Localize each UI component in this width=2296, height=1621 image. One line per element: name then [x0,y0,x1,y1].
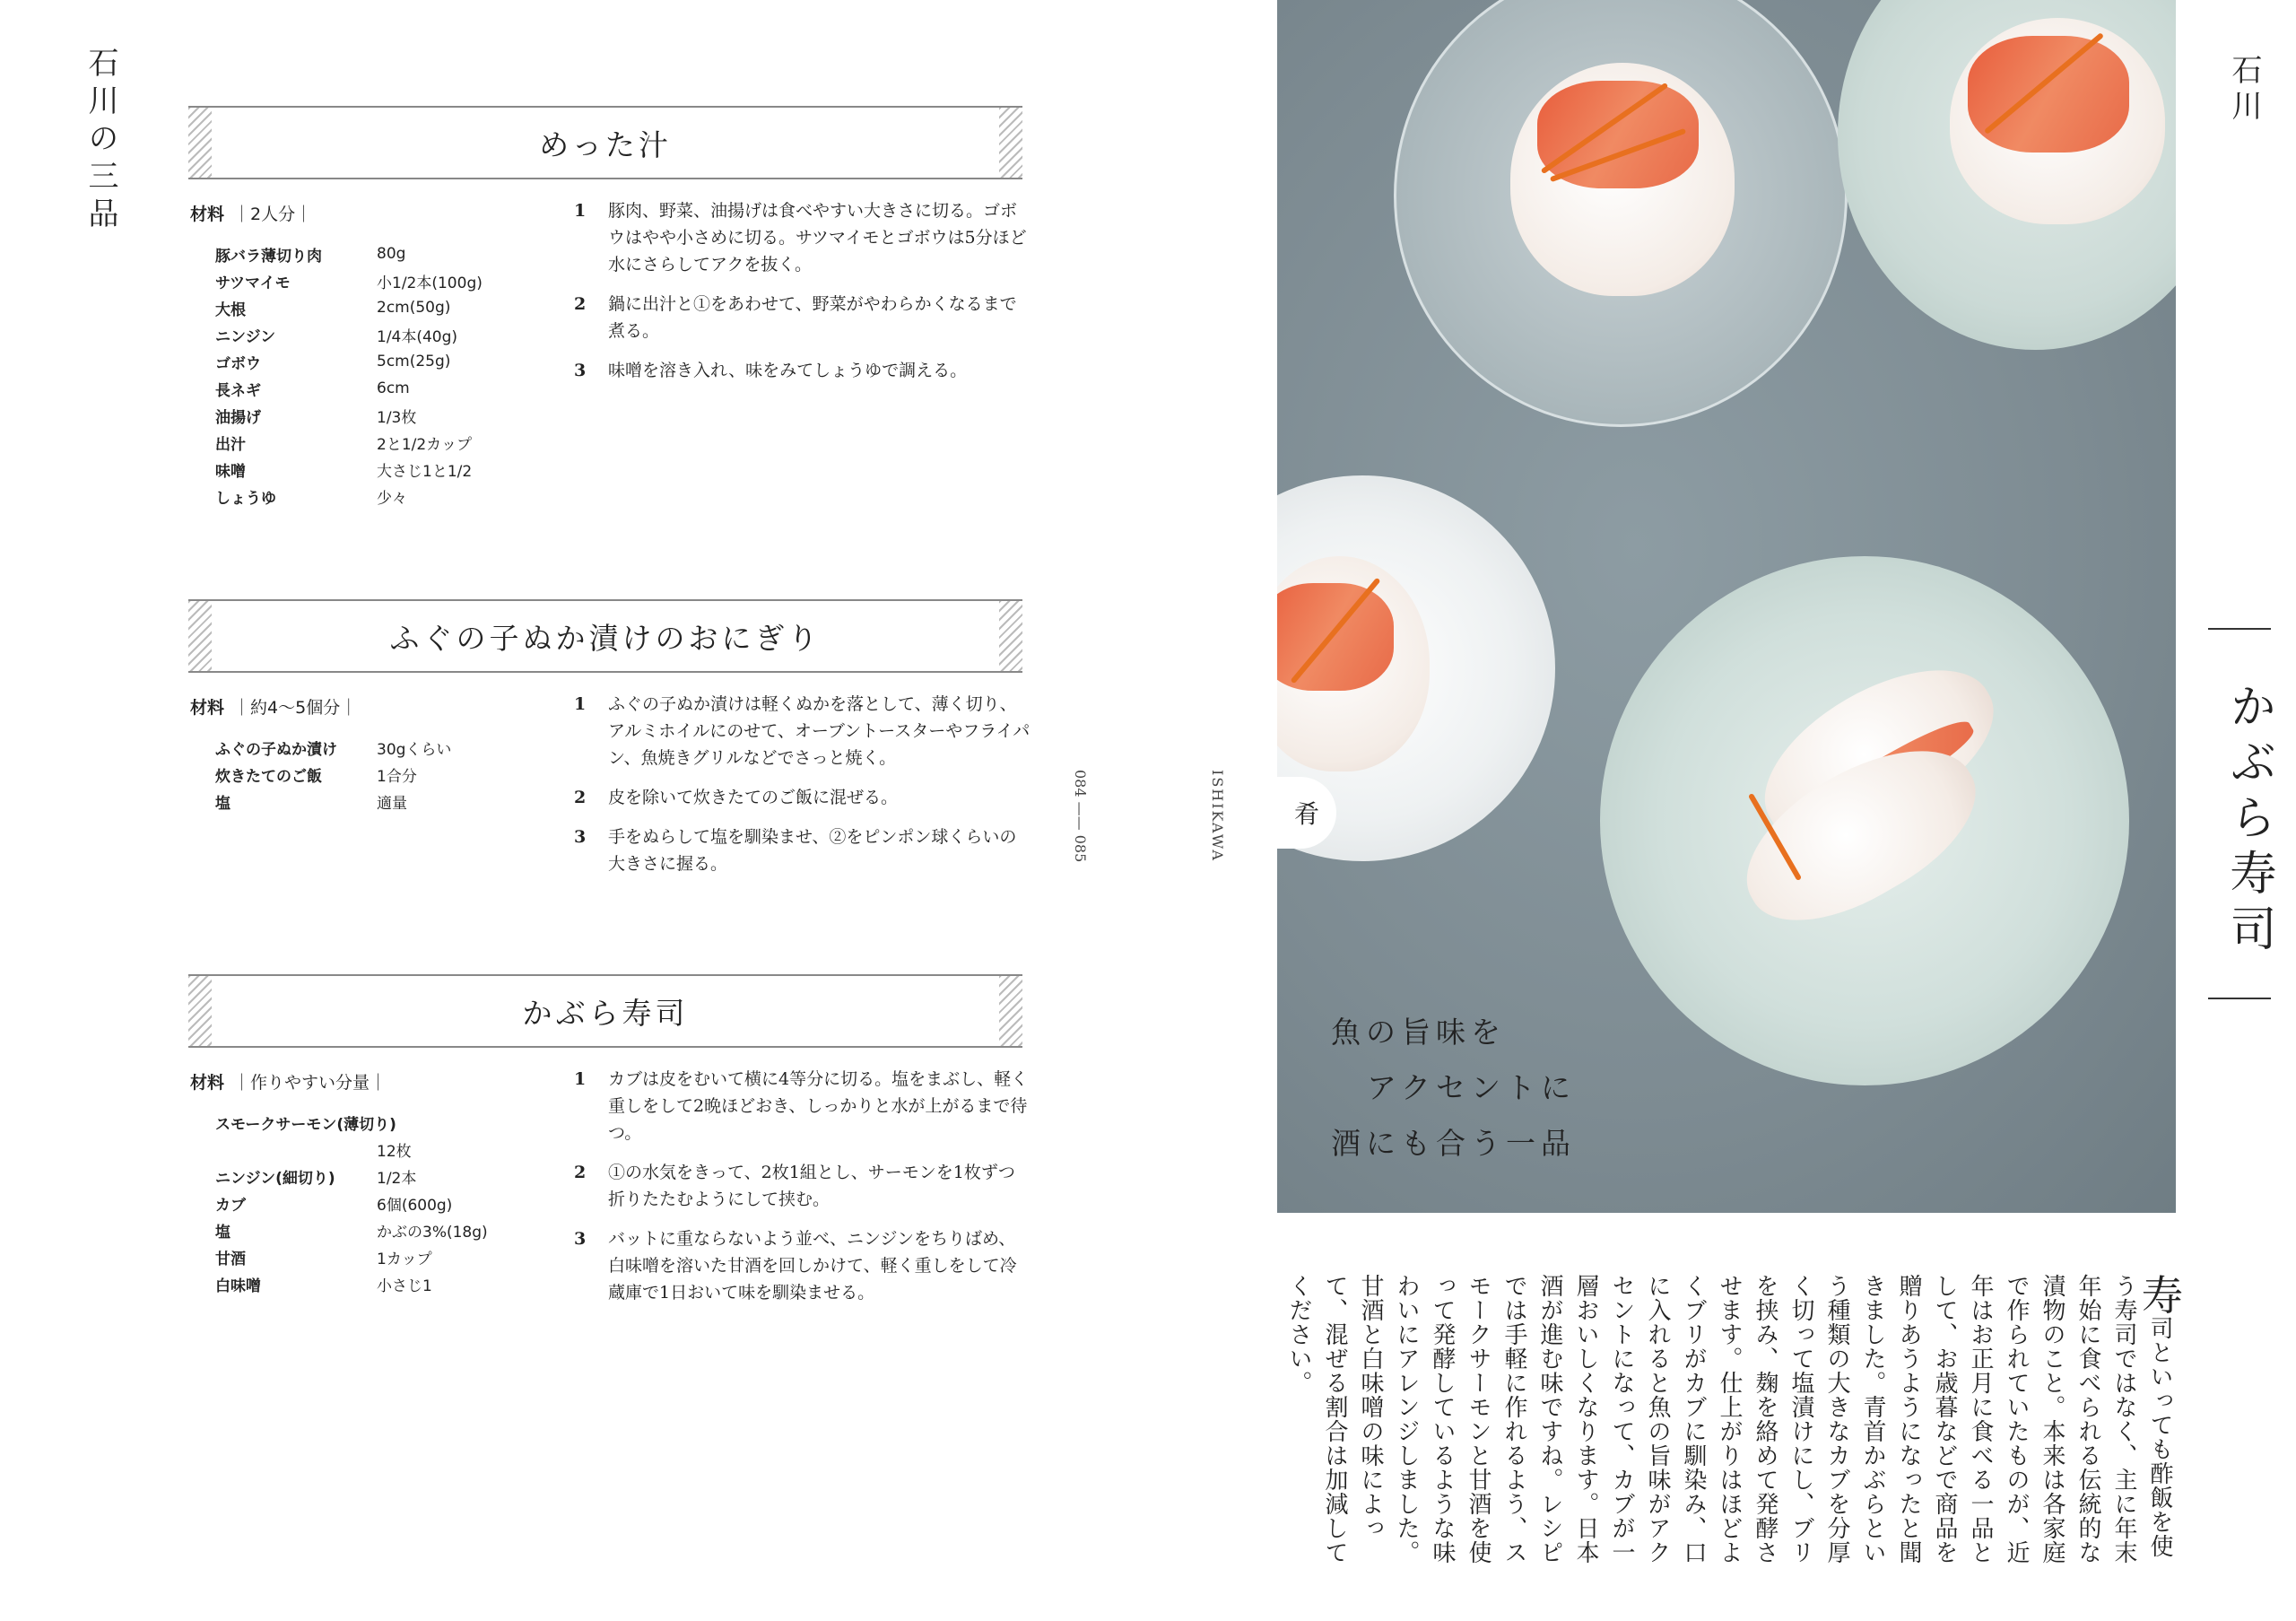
title-hatch-left [188,976,212,1046]
ingredient-row [215,734,520,761]
ingredient-name: ニンジン(細切り) [215,1169,335,1188]
step-number: 3 [574,1229,587,1249]
ingredient-row [215,294,520,321]
ingredient-name: 出汁 [215,435,246,454]
dish-name: かぶら寿司 [2222,682,2275,960]
ingredient-amount: かぶの3%(18g) [377,1223,488,1242]
materials-header-1 [190,201,312,225]
steps-3 [574,1066,1031,1319]
running-footer-ishikawa: ISHIKAWA [1209,770,1226,862]
ingredient-name: 炊きたてのご飯 [215,767,322,786]
ingredient-name: しょうゆ [215,489,276,508]
dish-photo [1277,0,2176,1213]
essay-text [1272,1274,2184,1579]
ingredient-amount: 2と1/2カップ [377,435,473,454]
step [574,291,1031,344]
step-text: 味噌を溶き入れ、味をみてしょうゆで調える。 [608,361,968,380]
ingredient-name: 塩 [215,794,230,813]
ingredient-amount: 12枚 [377,1142,412,1161]
ingredient-name: 白味噌 [215,1277,261,1295]
step-number: 1 [574,201,587,221]
ingredient-row [215,321,520,348]
step [574,824,1031,877]
materials-label: 材料 [190,205,225,224]
step-number: 2 [574,1163,587,1182]
ingredient-row [215,348,520,375]
title-hatch-right [999,976,1022,1046]
ingredient-name: スモークサーモン(薄切り) [215,1115,396,1134]
category-badge: 肴 [1277,777,1336,849]
recipe-title-3: かぶら寿司 [212,976,999,1046]
step-number: 3 [574,361,587,380]
ingredient-name: 長ネギ [215,381,261,400]
ingredient-name: 大根 [215,301,246,319]
step [574,1159,1031,1213]
steps-2 [574,691,1031,890]
title-hatch-right [999,108,1022,178]
recipe-title-box-1 [188,106,1022,179]
step [574,197,1031,278]
step-text: カブは皮をむいて横に4等分に切る。塩をまぶし、軽く重しをして2晩ほどおき、しっかりと水が上がるまで待つ。 [608,1069,1029,1143]
title-hatch-left [188,108,212,178]
essay-body: 司といっても酢飯を使う寿司ではなく、主に年末年始に食べられる伝統的な漬物のこと。本来は各家庭で作られていたものが、近年はお正月に食べる一品として、お歳暮などで商品を贈りあうようになったと聞きました。青首かぶらという種類の大きなカブを分厚く切って塩漬けにし、ブリを挟み、麹を絡めて発酵させます。仕上がりはほどよくブリがカブに馴染み、口に入れると魚の旨味がアクセントになって、カブが一層おいしくなります。日本酒が進む味ですね。レシピでは手軽に作れるよう、スモークサーモンと甘酒を使って発酵しているような味わいにアレンジしました。甘酒と白味噌の味によって、混ぜる割合は加減してください。 [1285,1274,2173,1564]
ingredient-row [215,1270,520,1297]
materials-header-2 [190,694,357,719]
ingredient-row [215,1243,520,1270]
step-text: 手をぬらして塩を馴染ませ、②をピンポン球くらいの大きさに握る。 [608,827,1017,874]
step-number: 3 [574,827,587,847]
divider-bottom [2208,998,2271,999]
page-numbers: 084 —— 085 [1072,770,1089,863]
step-text: ①の水気をきって、2枚1組とし、サーモンを1枚ずつ折りたたむようにして挟む。 [608,1163,1015,1209]
ingredient-amount: 大さじ1と1/2 [377,462,473,481]
recipe-title-box-3 [188,974,1022,1048]
ingredient-row [215,456,520,483]
ingredient-name: 油揚げ [215,408,261,427]
recipe-title-box-2 [188,599,1022,673]
ingredient-name: 豚バラ薄切り肉 [215,247,322,266]
step-number: 1 [574,1069,587,1089]
step-text: ふぐの子ぬか漬けは軽くぬかを落として、薄く切り、アルミホイルにのせて、オーブントースターやフライパン、魚焼きグリルなどでさっと焼く。 [608,694,1031,768]
ingredient-row [215,1136,520,1163]
ingredient-amount: 6個(600g) [377,1196,453,1215]
servings: ｜作りやすい分量｜ [233,1073,387,1093]
ingredient-name: 味噌 [215,462,246,481]
materials-label: 材料 [190,698,225,718]
ingredient-list-1 [215,240,520,510]
step [574,691,1031,771]
ingredient-row [215,1216,520,1243]
catchcopy [1331,1005,1576,1172]
step [574,1225,1031,1306]
materials-label: 材料 [190,1073,225,1093]
essay-drop-cap: 寿 [2135,1274,2184,1316]
ingredient-amount: 適量 [377,794,407,813]
ingredient-row [215,1109,520,1136]
ingredient-list-2 [215,734,520,815]
salmon-slice [1968,36,2129,153]
ingredient-amount: 1合分 [377,767,417,786]
ingredient-amount: 2cm(50g) [377,299,451,317]
ingredient-amount: 小1/2本(100g) [377,274,483,292]
ingredient-row [215,788,520,815]
ingredient-amount: 5cm(25g) [377,353,451,370]
ingredient-name: ふぐの子ぬか漬け [215,740,337,759]
ingredient-amount: 小さじ1 [377,1277,432,1295]
step [574,784,1031,811]
step [574,357,1031,384]
catchcopy-line-3: 酒にも合う一品 [1331,1126,1576,1161]
ingredient-name: ゴボウ [215,354,261,373]
ingredient-row [215,240,520,267]
ingredient-amount: 80g [377,245,406,263]
ingredient-row [215,267,520,294]
series-title: 石川の三品 [83,47,118,235]
catchcopy-line-1: 魚の旨味を [1331,1015,1506,1050]
recipe-title-2: ふぐの子ぬか漬けのおにぎり [212,601,999,671]
ingredient-row [215,375,520,402]
step-text: バットに重ならないよう並べ、ニンジンをちりばめ、白味噌を溶いた甘酒を回しかけて、軽く重しをして冷蔵庫で1日おいて味を馴染ませる。 [608,1229,1017,1303]
ingredient-amount: 1/2本 [377,1169,417,1188]
recipe-title-1: めった汁 [212,108,999,178]
servings: ｜2人分｜ [233,205,313,224]
ingredient-row [215,761,520,788]
step [574,1066,1031,1146]
ingredient-amount: 少々 [377,489,407,508]
ingredient-amount: 1/4本(40g) [377,327,458,346]
ingredient-amount: 6cm [377,379,410,397]
title-hatch-left [188,601,212,671]
prefecture-label: 石川 [2226,54,2262,126]
title-hatch-right [999,601,1022,671]
ingredient-name: サツマイモ [215,274,291,292]
ingredient-name: 甘酒 [215,1250,246,1268]
ingredient-amount: 30gくらい [377,740,452,759]
materials-header-3 [190,1069,387,1094]
step-text: 皮を除いて炊きたてのご飯に混ぜる。 [608,788,899,807]
ingredient-row [215,483,520,510]
ingredient-amount: 1/3枚 [377,408,417,427]
step-number: 2 [574,294,587,314]
ingredient-row [215,1163,520,1190]
ingredient-name: ニンジン [215,327,276,346]
ingredient-row [215,429,520,456]
ingredient-row [215,1190,520,1216]
steps-1 [574,197,1031,397]
ingredient-name: 塩 [215,1223,230,1242]
catchcopy-line-2: アクセントに [1367,1070,1577,1105]
divider-top [2208,628,2271,630]
step-number: 2 [574,788,587,807]
ingredient-amount: 1カップ [377,1250,432,1268]
ingredient-name: カブ [215,1196,246,1215]
step-text: 鍋に出汁と①をあわせて、野菜がやわらかくなるまで煮る。 [608,294,1017,341]
step-text: 豚肉、野菜、油揚げは食べやすい大きさに切る。ゴボウはやや小さめに切る。サツマイモとゴボウは5分ほど水にさらしてアクを抜く。 [608,201,1027,275]
ingredient-list-3 [215,1109,520,1297]
ingredient-row [215,402,520,429]
servings: ｜約4〜5個分｜ [233,698,358,718]
step-number: 1 [574,694,587,714]
